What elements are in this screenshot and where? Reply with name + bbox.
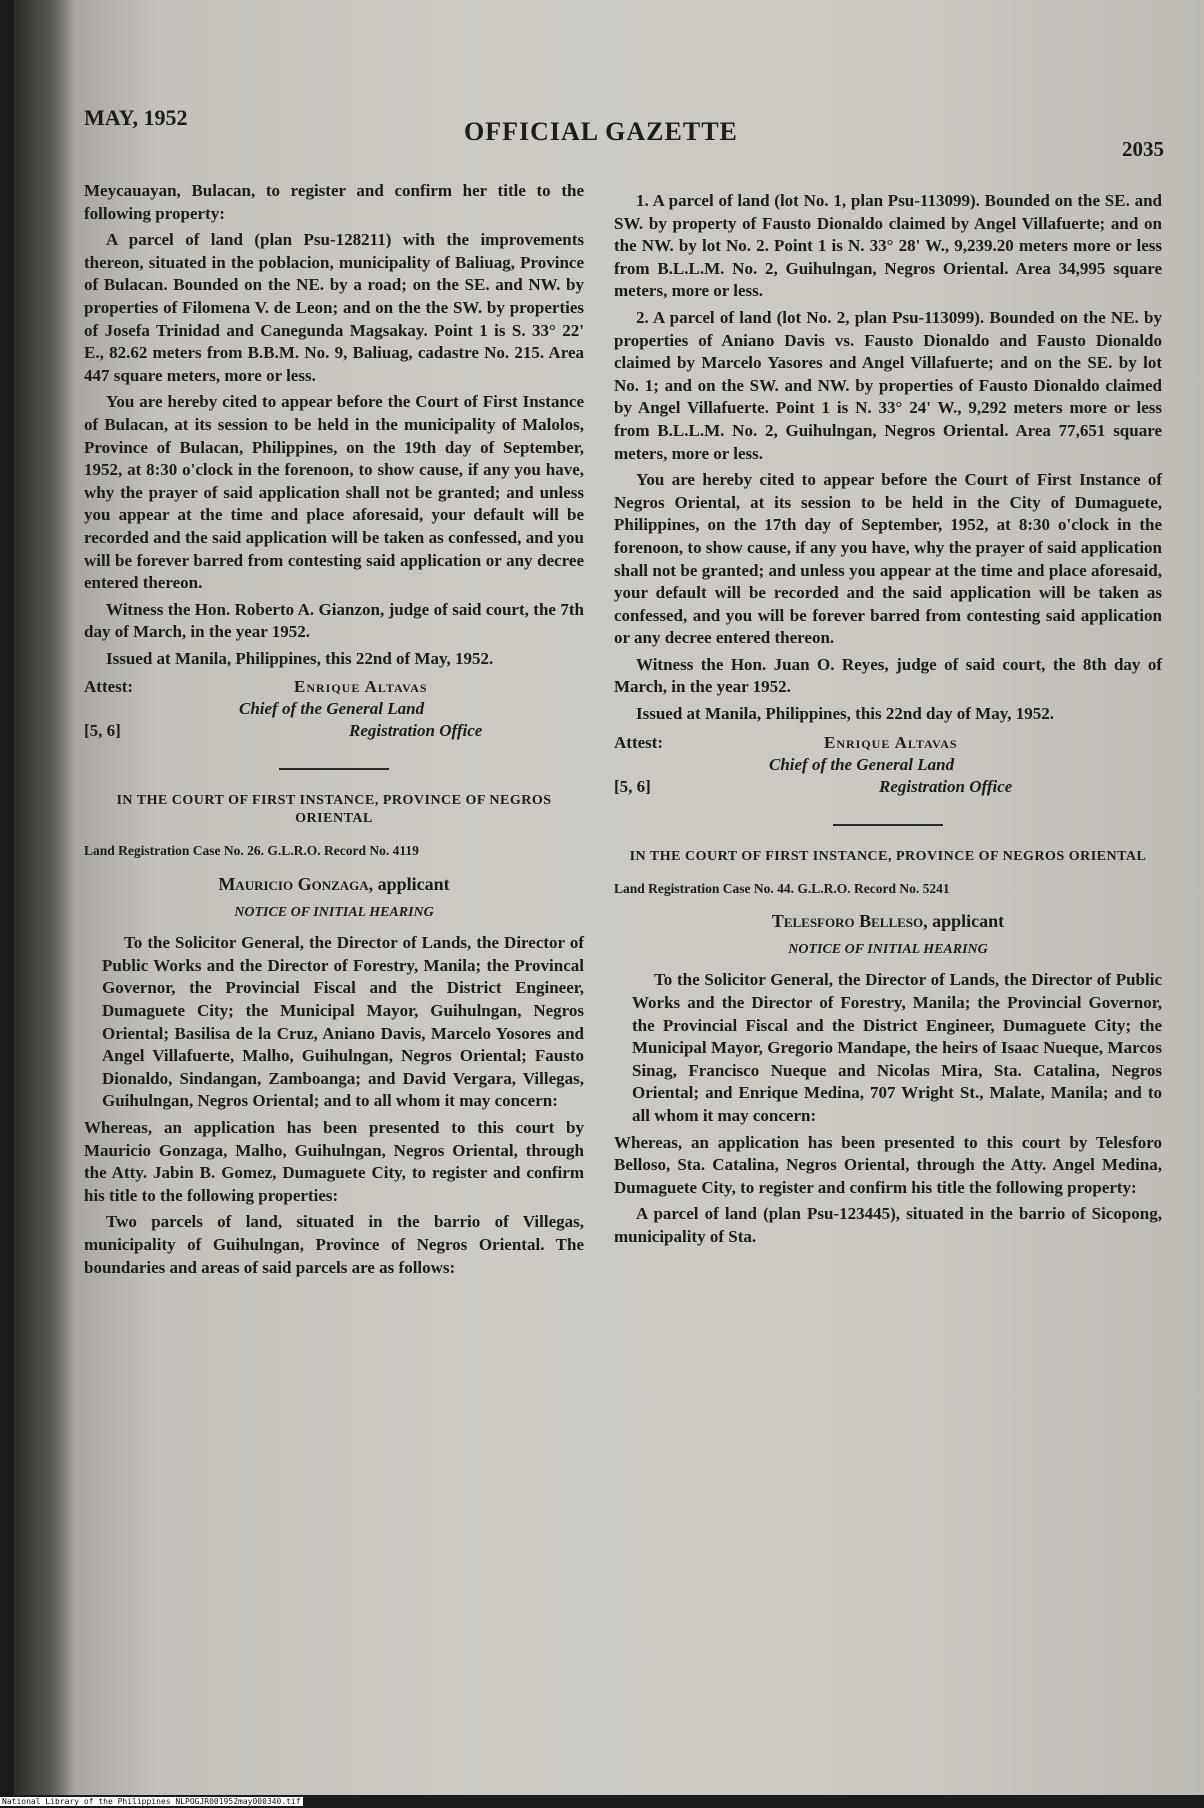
signatory-title: Registration Office [879, 776, 1013, 796]
paragraph: Issued at Manila, Philippines, this 22nd of May, 1952. [106, 648, 494, 668]
header-date: MAY, 1952 [84, 105, 188, 130]
paragraph: A parcel of land (plan Psu-123445), situated in the barrio of Sicopong, municipality of Sta. [614, 1204, 1162, 1246]
scan-footer: National Library of the Philippines NLPOGJR001952may000340.tif [2, 1797, 301, 1806]
applicant-line [614, 910, 1162, 933]
attest-block [614, 732, 1162, 802]
gazette-page [14, 0, 1204, 1795]
applicant-name: Mauricio Gonzaga [218, 874, 369, 895]
case-number: Land Registration Case No. 44. G.L.R.O. Record No. 5241 [614, 880, 950, 896]
paragraph: Meycauayan, Bulacan, to register and confirm her title to the following property: [84, 181, 584, 223]
attest-label: Attest: [84, 677, 134, 697]
applicant-line [84, 873, 584, 896]
paragraph: A parcel of land (plan Psu-128211) with the improvements thereon, situated in the poblacion, municipality of Baliuag, Province of Bulacan. Bounded on the NE. by a road; on the SE. and NW. by properties of Filomena V. de Leon; and on the the SW. by properties of Josefa Trinidad and Canegunda Magsakay. Point 1 is S. 33° 22' E., 82.62 meters from B.B.M. No. 9, Baliuag, cadastre No. 215. Area 447 square meters, more or less. [84, 230, 584, 385]
left-column [84, 180, 584, 1283]
paragraph: You are hereby cited to appear before the Court of First Instance of Bulacan, at its session to be held in the municipality of Malolos, Province of Bulacan, Philippines, on the 19th day of September, 1952, at 8:30 o'clock in the forenoon, to show cause, if any you have, why the prayer of said application shall not be granted; and unless you appear at the time and place aforesaid, your default will be recorded and the said application will be taken as confessed, and you will be forever barred from contesting said application or any decree entered thereon. [84, 392, 584, 593]
paragraph: Witness the Hon. Roberto A. Gianzon, judge of said court, the 7th day of March, in the year 1952. [84, 599, 584, 642]
attest-label: Attest: [614, 732, 664, 752]
court-heading: IN THE COURT OF FIRST INSTANCE, PROVINCE OF NEGROS ORIENTAL [629, 848, 1147, 864]
paragraph: Two parcels of land, situated in the barrio of Villegas, municipality of Guihulngan, Province of Negros Oriental. The boundaries and areas of said parcels are as follows: [84, 1212, 584, 1277]
paragraph: 1. A parcel of land (lot No. 1, plan Psu-113099). Bounded on the SE. and SW. by property of Fausto Dionaldo claimed by Angel Villafuerte; and on the NW. by lot No. 2. Point 1 is N. 33° 28' W., 9,239.20 meters more or less from B.L.L.M. No. 2, Guihulngan, Negros Oriental. Area 34,995 square meters, more or less. [614, 191, 1162, 301]
notice-title: NOTICE OF INITIAL HEARING [788, 941, 988, 957]
paragraph: You are hereby cited to appear before the Court of First Instance of Negros Oriental, at its session to be held in the City of Dumaguete, Philippines, on the 17th day of September, 1952, at 8:30 o'clock in the forenoon, to show cause, if any you have, why the prayer of said application shall not be granted; and unless you appear at the time and place aforesaid, your default will be recorded and the said application will be taken as confessed, and you will be forever barred from contesting said application or any decree entered thereon. [614, 470, 1162, 648]
issue-reference: [5, 6] [614, 776, 651, 796]
court-heading: IN THE COURT OF FIRST INSTANCE, PROVINCE OF NEGROS ORIENTAL [116, 793, 552, 827]
paragraph: 2. A parcel of land (lot No. 2, plan Psu-113099). Bounded on the NE. by properties of Aniano Davis vs. Fausto Dionaldo and Fausto Dionaldo claimed by Marcelo Yasores and Angel Villafuerte; and on the SE. by lot No. 1; and on the SW. and NW. by properties of Fausto Dionaldo claimed by Angel Villafuerte. Point 1 is N. 33° 24' W., 9,292 meters more or less from B.L.L.M. No. 2, Guihulngan, Negros Oriental. Area 77,651 square meters, more or less. [614, 307, 1162, 463]
paragraph: Whereas, an application has been presented to this court by Mauricio Gonzaga, Malho, Guihulngan, Negros Oriental, through the Atty. Jabin B. Gomez, Dumaguete City, to register and confirm his title to the following properties: [84, 1118, 584, 1205]
signatory-name: Enrique Altavas [824, 732, 958, 752]
case-number: Land Registration Case No. 26. G.L.R.O. Record No. 4119 [84, 843, 419, 859]
publication-title: OFFICIAL GAZETTE [464, 117, 738, 146]
issue-reference: [5, 6] [84, 721, 121, 741]
page-header [74, 95, 1174, 161]
paragraph: Issued at Manila, Philippines, this 22nd day of May, 1952. [636, 704, 1055, 724]
addressee-list: To the Solicitor General, the Director of Lands, the Director of Public Works and the Director of Forestry, Manila; the Provincal Governor, the Provincial Fiscal and the District Engineer, Dumaguete City; the Municipal Mayor, Guihulngan, Negros Oriental; Basilisa de la Cruz, Aniano Davis, Marcelo Yosores and Angel Villafuerte, Malho, Guihulngan, Negros Oriental; Fausto Dionaldo, Sindangan, Zamboanga; and David Vergara, Villegas, Guihulngan, Negros Oriental; and to all whom it may concern: [102, 933, 584, 1111]
addressee-list: To the Solicitor General, the Director of Lands, the Director of Public Works and the Director of Forestry, Manila; the Provincial Governor, the Provincial Fiscal and the District Engineer, Dumaguete City; the Municipal Mayor, Gregorio Mandape, the heirs of Isaac Nueque, Marcos Sinag, Francisco Nueque and Nicolas Mira, Sta. Catalina, Negros Oriental; and Enrique Medina, 707 Wright St., Malate, Manila; and to all whom it may concern: [632, 970, 1162, 1125]
section-divider [279, 768, 389, 770]
applicant-name: Telesforo Belleso [771, 911, 924, 932]
applicant-suffix: , applicant [923, 911, 1005, 932]
paragraph: Whereas, an application has been presented to this court by Telesforo Belloso, Sta. Catalina, Negros Oriental, through the Atty. Angel Medina, Dumaguete City, to register and confirm his title the following property: [614, 1132, 1162, 1197]
applicant-suffix: , applicant [368, 874, 450, 895]
signatory-name: Enrique Altavas [294, 677, 428, 697]
page-number: 2035 [1122, 137, 1164, 161]
signatory-title: Chief of the General Land [769, 754, 955, 774]
signatory-title: Chief of the General Land [239, 699, 425, 719]
signatory-title: Registration Office [349, 721, 483, 741]
section-divider [833, 824, 943, 826]
paragraph: Witness the Hon. Juan O. Reyes, judge of said court, the 8th day of March, in the year 1952. [614, 654, 1162, 697]
binding-gutter [14, 0, 74, 1795]
right-column [614, 190, 1162, 1253]
notice-title: NOTICE OF INITIAL HEARING [234, 904, 434, 920]
attest-block [84, 676, 584, 746]
